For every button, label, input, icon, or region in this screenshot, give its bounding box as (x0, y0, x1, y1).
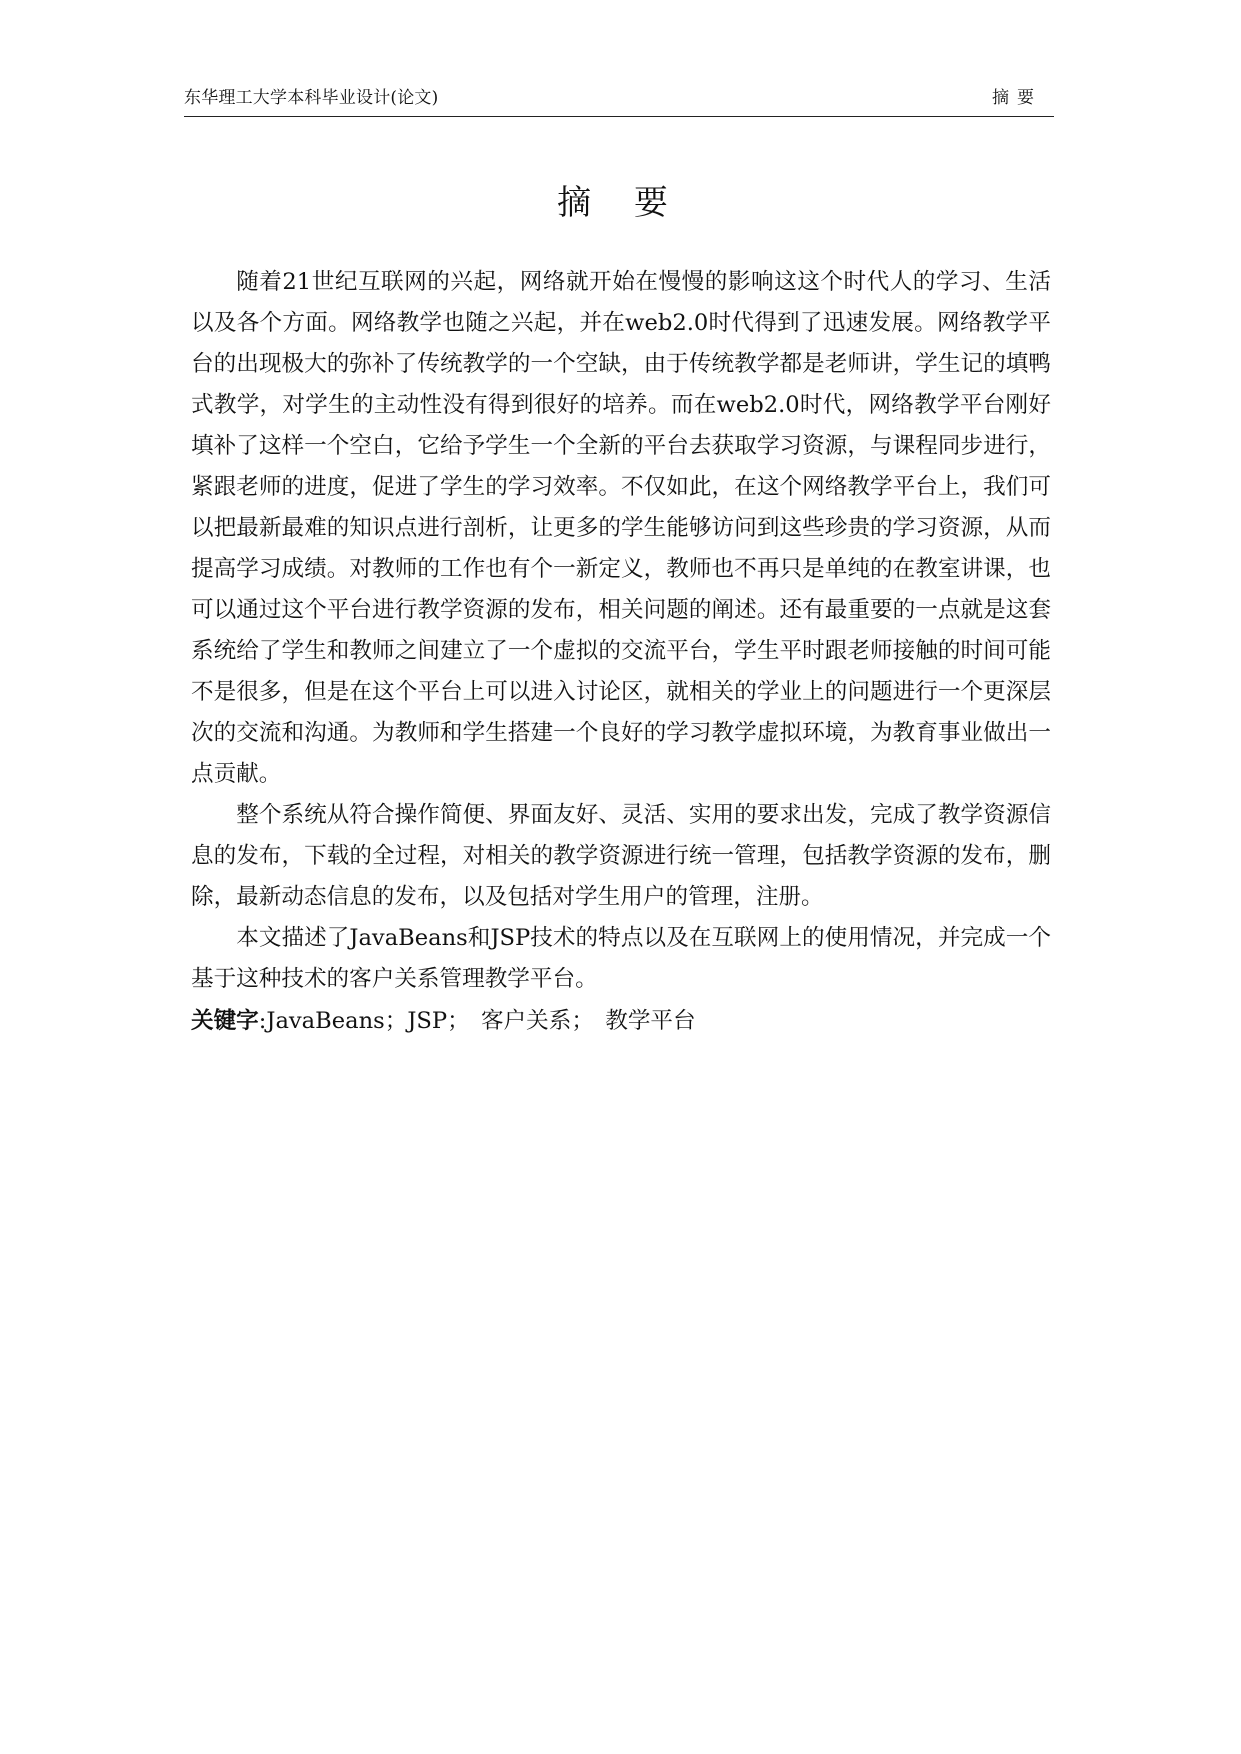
keywords-label: 关键字 (191, 1008, 259, 1034)
header-section-name: 摘要 (992, 88, 1042, 108)
running-header (184, 88, 1054, 117)
abstract-paragraph-2: 整个系统从符合操作简便、界面友好、灵活、实用的要求出发，完成了教学资源信息的发布，下载的全过程，对相关的教学资源进行统一管理，包括教学资源的发布，删除，最新动态信息的发布，以及包括对学生用户的管理，注册。 (191, 802, 1051, 910)
keywords-line (191, 1000, 1051, 1042)
page-title: 摘 要 (557, 182, 684, 223)
abstract-body (191, 262, 1051, 1042)
abstract-paragraph-3: 本文描述了JavaBeans和JSP技术的特点以及在互联网上的使用情况，并完成一个基于这种技术的客户关系管理教学平台。 (191, 925, 1051, 992)
abstract-paragraph-1: 随着21世纪互联网的兴起，网络就开始在慢慢的影响这这个时代人的学习、生活以及各个方面。网络教学也随之兴起，并在web2.0时代得到了迅速发展。网络教学平台的出现极大的弥补了传统教学的一个空缺，由于传统教学都是老师讲，学生记的填鸭式教学，对学生的主动性没有得到很好的培养。而在web2.0时代，网络教学平台刚好填补了这样一个空白，它给予学生一个全新的平台去获取学习资源，与课程同步进行，紧跟老师的进度，促进了学生的学习效率。不仅如此，在这个网络教学平台上，我们可以把最新最难的知识点进行剖析，让更多的学生能够访问到这些珍贵的学习资源，从而提高学习成绩。对教师的工作也有个一新定义，教师也不再只是单纯的在教室讲课，也可以通过这个平台进行教学资源的发布，相关问题的阐述。还有最重要的一点就是这套系统给了学生和教师之间建立了一个虚拟的交流平台，学生平时跟老师接触的时间可能不是很多，但是在这个平台上可以进入讨论区，就相关的学业上的问题进行一个更深层次的交流和沟通。为教师和学生搭建一个良好的学习教学虚拟环境，为教育事业做出一点贡献。 (191, 269, 1051, 787)
keywords-text: :JavaBeans；JSP； 客户关系； 教学平台 (258, 1008, 696, 1034)
header-thesis-title: 东华理工大学本科毕业设计(论文) (184, 88, 439, 108)
